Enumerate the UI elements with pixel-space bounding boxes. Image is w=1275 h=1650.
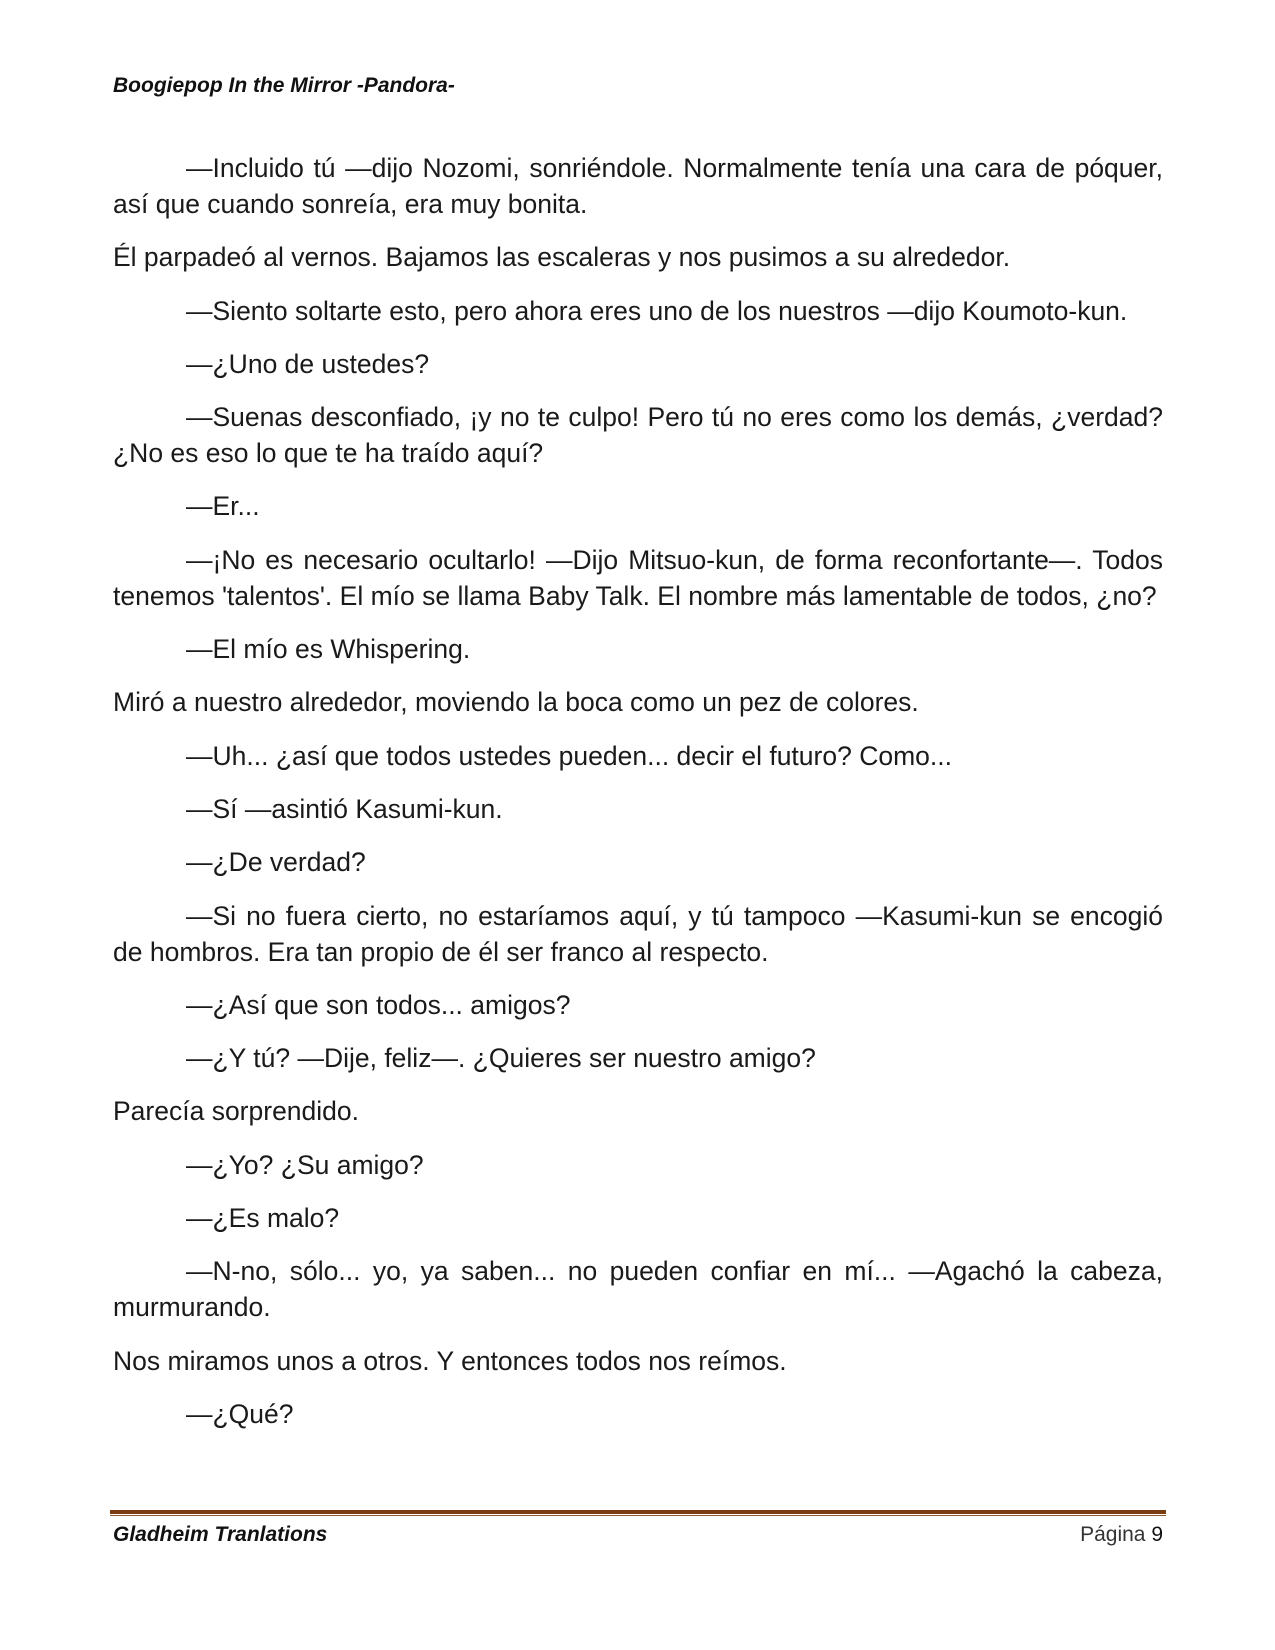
paragraph: —N-no, sólo... yo, ya saben... no pueden confiar en mí... —Agachó la cabeza, murmurando. [113, 1256, 1163, 1323]
paragraph: —¡No es necesario ocultarlo! —Dijo Mitsuo-kun, de forma reconfortante—. Todos tenemos 'talentos'. El mío se llama Baby Talk. El nombre más lamentable de todos, ¿no? [113, 544, 1163, 611]
paragraph: —¿De verdad? [186, 847, 366, 878]
paragraph: —¿Yo? ¿Su amigo? [186, 1149, 424, 1180]
paragraph: —¿Uno de ustedes? [186, 348, 430, 379]
running-header-title: Boogiepop In the Mirror -Pandora- [113, 74, 455, 97]
paragraph: —Incluido tú —dijo Nozomi, sonriéndole. Normalmente tenía una cara de póquer, así que cuando sonreía, era muy bonita. [113, 153, 1163, 219]
page-number: 9 [1151, 1523, 1163, 1546]
paragraph: —¿Es malo? [186, 1203, 340, 1234]
body-text [113, 150, 1163, 1449]
page-indicator [1080, 1523, 1163, 1547]
paragraph: —Suenas desconfiado, ¡y no te culpo! Pero tú no eres como los demás, ¿verdad? ¿No es eso lo que te ha traído aquí? [113, 402, 1163, 469]
page-label: Página [1080, 1523, 1146, 1546]
footer-credit: Gladheim Tranlations [113, 1523, 328, 1546]
paragraph: Nos miramos unos a otros. Y entonces todos nos reímos. [113, 1345, 787, 1376]
paragraph: —¿Así que son todos... amigos? [186, 989, 571, 1020]
paragraph: —¿Y tú? —Dije, feliz—. ¿Quieres ser nuestro amigo? [186, 1043, 816, 1074]
paragraph: —Si no fuera cierto, no estaríamos aquí, y tú tampoco —Kasumi-kun se encogió de hombros. Era tan propio de él ser franco al respecto. [113, 900, 1163, 967]
footer-divider-thin [110, 1515, 1166, 1516]
paragraph: Él parpadeó al vernos. Bajamos las escaleras y nos pusimos a su alrededor. [113, 242, 1011, 273]
paragraph: —Siento soltarte esto, pero ahora eres uno de los nuestros —dijo Koumoto-kun. [186, 295, 1128, 326]
paragraph: Parecía sorprendido. [113, 1096, 360, 1127]
paragraph: Miró a nuestro alrededor, moviendo la boca como un pez de colores. [113, 687, 919, 718]
paragraph: —Er... [186, 491, 260, 522]
paragraph: —¿Qué? [186, 1398, 294, 1429]
paragraph: —Uh... ¿así que todos ustedes pueden... decir el futuro? Como... [186, 740, 952, 771]
footer-divider-thick [110, 1510, 1166, 1514]
footer-divider [110, 1510, 1166, 1516]
paragraph: —El mío es Whispering. [186, 634, 471, 665]
paragraph: —Sí —asintió Kasumi-kun. [186, 793, 503, 824]
